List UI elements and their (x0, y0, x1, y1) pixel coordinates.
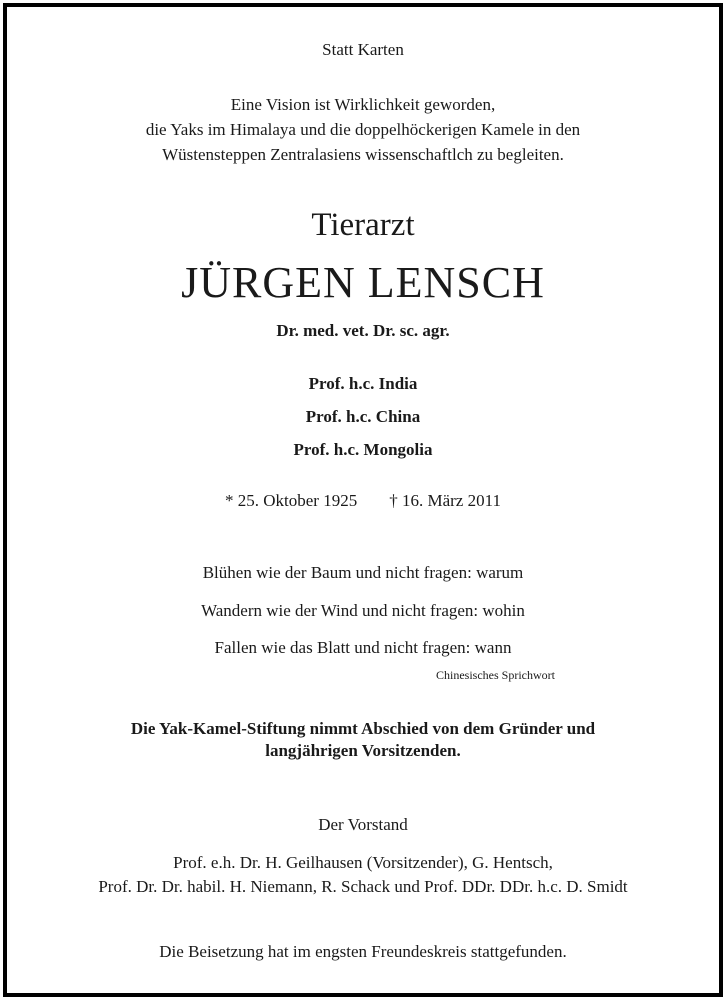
profession-title: Tierarzt (311, 207, 415, 243)
statt-karten: Statt Karten (322, 40, 404, 59)
intro-line-2: die Yaks im Himalaya und die doppelhöckerigen Kamele in den (145, 120, 581, 139)
farewell-line-2: langjährigen Vorsitzenden. (265, 741, 461, 760)
proverb-line-2: Wandern wie der Wind und nicht fragen: wohin (201, 601, 525, 620)
deceased-name: JÜRGEN LENSCH (181, 258, 545, 307)
burial-note: Die Beisetzung hat im engsten Freundeskreis stattgefunden. (159, 942, 567, 961)
intro-line-3: Wüstensteppen Zentralasiens wissenschaftlch zu begleiten. (162, 145, 564, 164)
honor-mongolia: Prof. h.c. Mongolia (293, 440, 433, 459)
obituary-notice (3, 3, 723, 997)
life-dates (7, 491, 719, 511)
board-heading: Der Vorstand (318, 815, 408, 834)
intro-line-1: Eine Vision ist Wirklichkeit geworden, (230, 95, 496, 114)
honor-india: Prof. h.c. India (308, 374, 418, 393)
academic-degree: Dr. med. vet. Dr. sc. agr. (276, 321, 450, 340)
proverb-source: Chinesisches Sprichwort (436, 668, 555, 682)
proverb-line-1: Blühen wie der Baum und nicht fragen: warum (202, 563, 524, 582)
board-members-line-1: Prof. e.h. Dr. H. Geilhausen (Vorsitzender), G. Hentsch, (173, 853, 553, 872)
death-date: † 16. März 2011 (389, 491, 501, 510)
board-members-line-2: Prof. Dr. Dr. habil. H. Niemann, R. Schack und Prof. DDr. DDr. h.c. D. Smidt (98, 877, 628, 896)
proverb-line-3: Fallen wie das Blatt und nicht fragen: wann (214, 638, 512, 657)
honor-china: Prof. h.c. China (305, 407, 421, 426)
farewell-line-1: Die Yak-Kamel-Stiftung nimmt Abschied von dem Gründer und (130, 719, 596, 738)
birth-date: * 25. Oktober 1925 (225, 491, 358, 510)
